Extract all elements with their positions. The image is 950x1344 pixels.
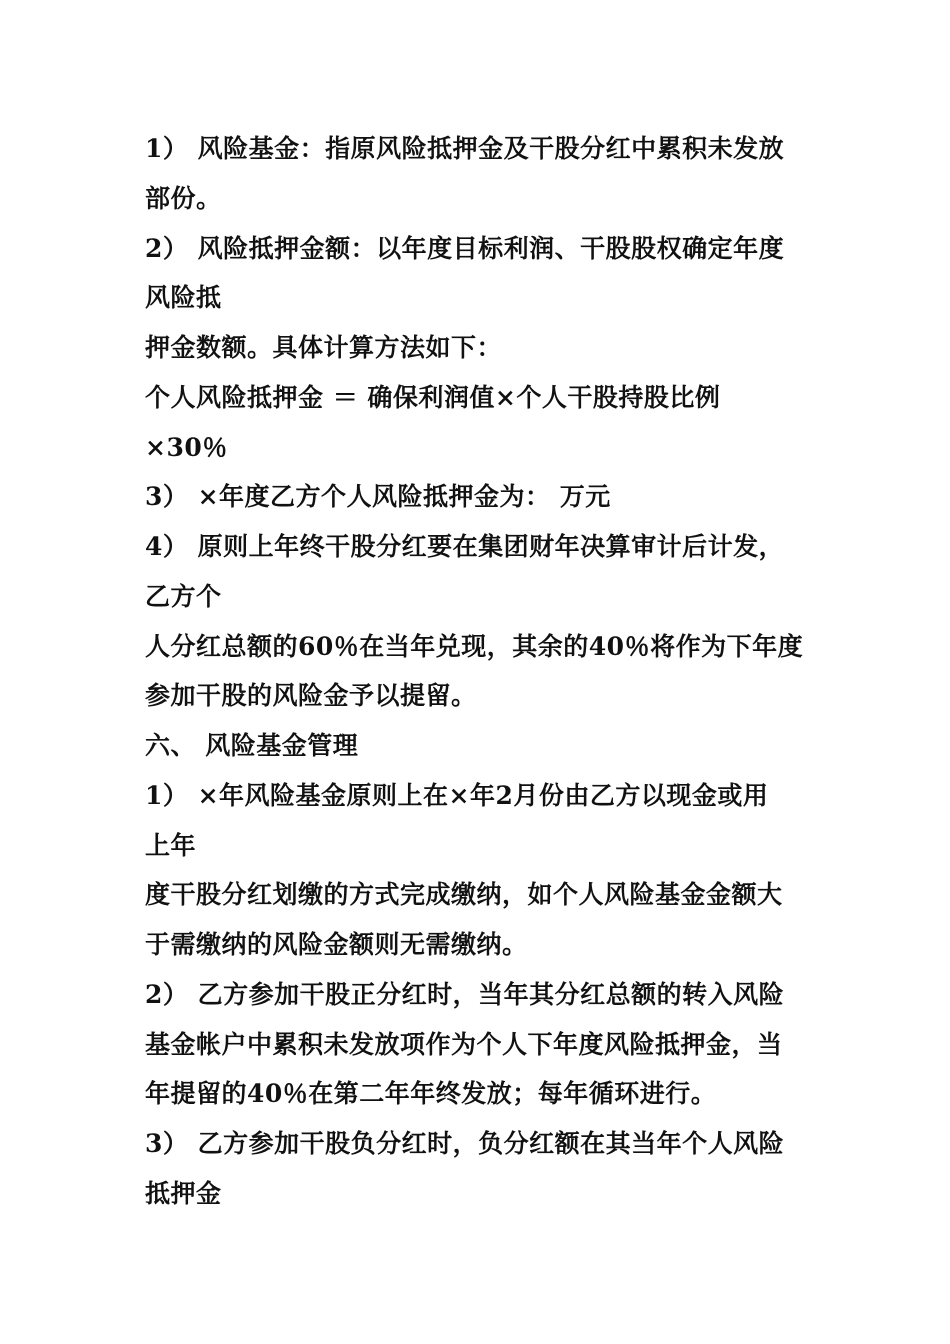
text-line: 个人风险抵押金 ＝ 确保利润值×个人干股持股比例 [145,383,721,412]
text-line: 年提留的40％在第二年年终发放；每年循环进行。 [145,1079,717,1108]
text-line: 人分红总额的60％在当年兑现，其余的40％将作为下年度 [145,632,804,661]
text-line: 乙方个 [145,582,222,611]
text-line: 抵押金 [145,1179,222,1208]
text-line: 2） 乙方参加干股正分红时，当年其分红总额的转入风险 [145,980,785,1009]
text-line: 3） 乙方参加干股负分红时，负分红额在其当年个人风险 [145,1129,785,1158]
text-line: 于需缴纳的风险金额则无需缴纳。 [145,930,528,959]
text-line: 基金帐户中累积未发放项作为个人下年度风险抵押金，当 [145,1030,783,1059]
text-line: ×30％ [145,433,228,462]
text-line: 上年 [145,831,197,860]
text-line: 2） 风险抵押金额：以年度目标利润、干股股权确定年度 [145,234,785,263]
text-line: 参加干股的风险金予以提留。 [145,681,477,710]
text-line: 度干股分红划缴的方式完成缴纳，如个人风险基金金额大 [145,880,783,909]
text-line: 风险抵 [145,283,222,312]
text-line: 六、 风险基金管理 [145,731,359,760]
text-line: 4） 原则上年终干股分红要在集团财年决算审计后计发， [145,532,785,561]
text-line: 3） ×年度乙方个人风险抵押金为： 万元 [145,482,611,511]
text-line: 部份。 [145,184,222,213]
text-line: 1） 风险基金：指原风险抵押金及干股分红中累积未发放 [145,134,785,163]
text-line: 1） ×年风险基金原则上在×年2月份由乙方以现金或用 [145,781,769,810]
text-line: 押金数额。具体计算方法如下： [145,333,503,362]
